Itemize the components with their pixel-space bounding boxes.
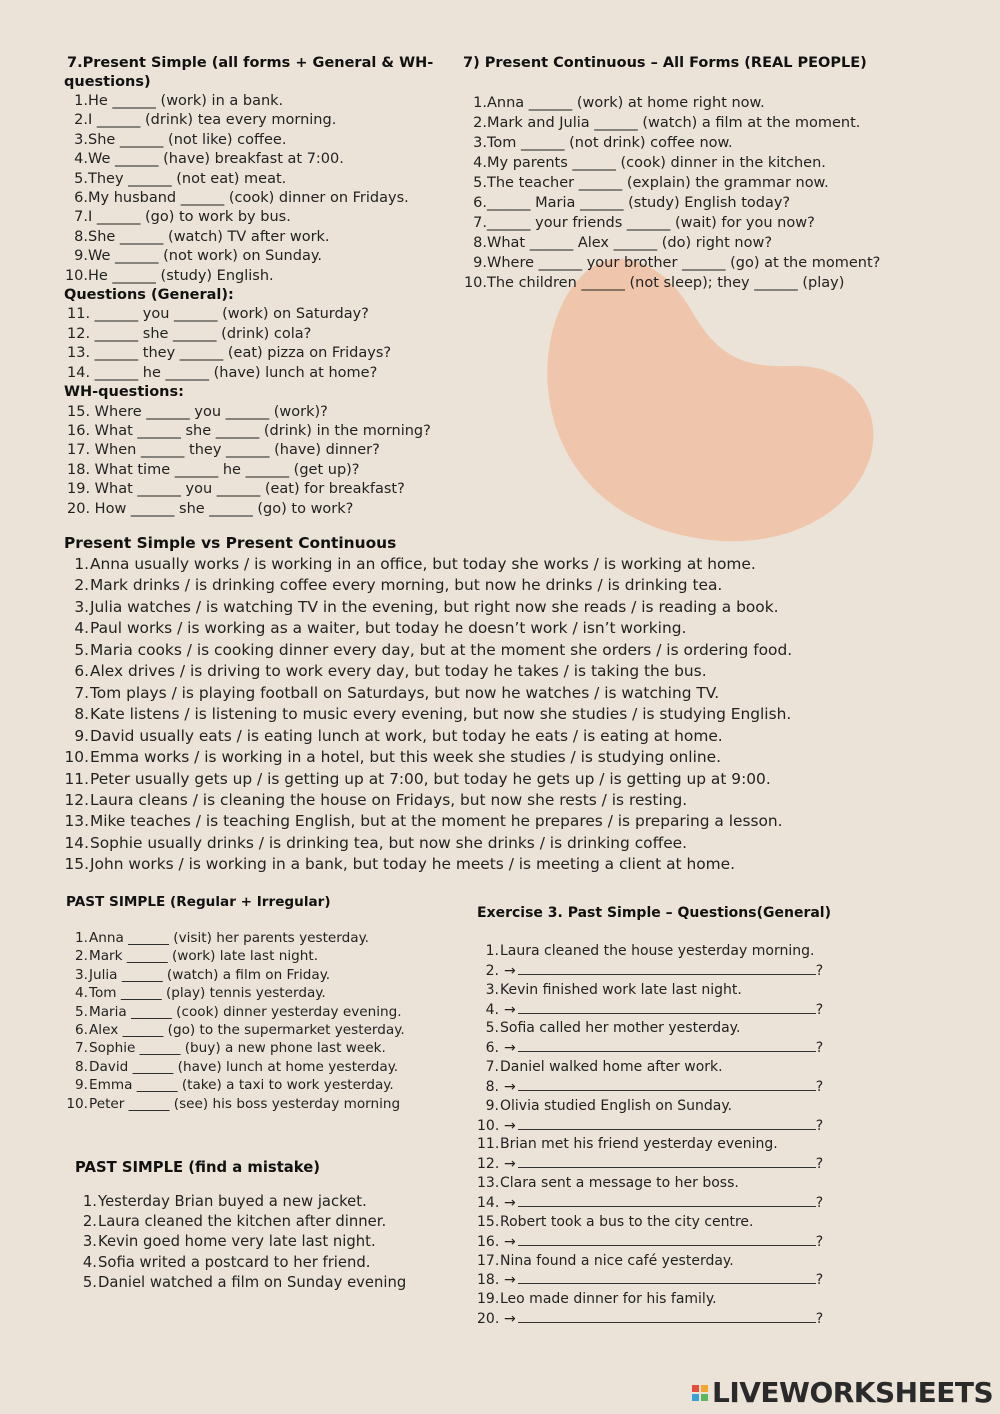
item-number: 16. bbox=[477, 1233, 500, 1250]
item-text: Sophie ______ (buy) a new phone last week. bbox=[89, 1040, 386, 1057]
logo-mark-icon bbox=[692, 1385, 708, 1401]
question-list bbox=[64, 403, 433, 519]
question-mark: ? bbox=[815, 1233, 824, 1250]
item-number: 10. bbox=[66, 1095, 88, 1112]
answer-row bbox=[477, 1116, 831, 1136]
list-item: 12. ______ she ______ (drink) cola? bbox=[67, 325, 312, 342]
sentence-row bbox=[477, 1058, 831, 1077]
item-text: Paul works / is working as a waiter, but today he doesn’t work / isn’t working. bbox=[90, 619, 687, 638]
list-item bbox=[64, 150, 433, 169]
arrow-icon: → bbox=[504, 1194, 516, 1211]
item-number: 13. bbox=[64, 812, 89, 831]
list-item bbox=[64, 833, 792, 854]
question-mark: ? bbox=[815, 1117, 824, 1134]
item-text: My husband ______ (cook) dinner on Fridays. bbox=[88, 190, 409, 207]
list-item bbox=[64, 208, 433, 227]
list-item bbox=[463, 273, 880, 293]
arrow-icon: → bbox=[504, 962, 516, 979]
list-item: 13. ______ they ______ (eat) pizza on Fridays? bbox=[67, 345, 392, 362]
list-item bbox=[64, 247, 433, 266]
section-title: 7.Present Simple (all forms + General & WH- bbox=[67, 55, 434, 71]
list-item bbox=[64, 726, 792, 747]
sentence-row bbox=[477, 1290, 831, 1309]
answer-line[interactable] bbox=[518, 1193, 816, 1207]
item-number: 1. bbox=[74, 555, 89, 573]
item-number: 3. bbox=[74, 131, 88, 148]
item-number: 3. bbox=[74, 597, 89, 616]
item-number: 5. bbox=[473, 175, 487, 191]
list-item bbox=[463, 113, 880, 133]
sentence-row bbox=[477, 1097, 831, 1116]
list-item: 17. When ______ they ______ (have) dinner? bbox=[67, 442, 380, 459]
arrow-icon: → bbox=[504, 1156, 516, 1173]
item-number: 11. bbox=[477, 1136, 500, 1153]
list-item bbox=[64, 618, 792, 639]
item-text: Olivia studied English on Sunday. bbox=[500, 1097, 733, 1114]
item-text: Maria ______ (cook) dinner yesterday evening. bbox=[89, 1003, 402, 1020]
item-text: Daniel walked home after work. bbox=[500, 1059, 723, 1076]
list-item: 19. What ______ you ______ (eat) for breakfast? bbox=[67, 481, 405, 498]
item-number: 4. bbox=[473, 155, 487, 171]
item-number: 2. bbox=[485, 962, 499, 979]
item-text: Anna ______ (work) at home right now. bbox=[487, 95, 765, 111]
list-item bbox=[463, 233, 880, 253]
item-text: Laura cleaned the kitchen after dinner. bbox=[98, 1213, 387, 1231]
subheading-wh: WH-questions: bbox=[64, 384, 184, 401]
item-number: 4. bbox=[485, 1001, 499, 1018]
item-text: Julia ______ (watch) a film on Friday. bbox=[89, 966, 331, 983]
answer-line[interactable] bbox=[518, 1038, 816, 1052]
list-item bbox=[66, 1021, 405, 1039]
item-text: Sofia called her mother yesterday. bbox=[500, 1020, 741, 1037]
list-item bbox=[64, 267, 433, 286]
item-number: 5. bbox=[82, 1273, 97, 1291]
item-text: What ______ Alex ______ (do) right now? bbox=[487, 235, 773, 251]
list-item: 11. ______ you ______ (work) on Saturday? bbox=[67, 306, 369, 323]
exercise-list bbox=[64, 92, 433, 286]
logo-square bbox=[692, 1385, 699, 1392]
list-item bbox=[66, 1003, 405, 1021]
present-simple-section bbox=[64, 54, 433, 519]
section-title: Exercise 3. Past Simple – Questions(General) bbox=[477, 905, 831, 921]
answer-line[interactable] bbox=[518, 1270, 816, 1284]
list-item bbox=[75, 1192, 406, 1212]
item-number: 3. bbox=[485, 981, 499, 998]
logo-text: LIVEWORKSHEETS bbox=[712, 1376, 994, 1409]
question-mark: ? bbox=[815, 1040, 824, 1057]
item-text: David usually eats / is eating lunch at work, but today he eats / is eating at home. bbox=[90, 726, 723, 745]
sentence-row bbox=[477, 1252, 831, 1271]
logo-square bbox=[701, 1385, 708, 1392]
section-title: PAST SIMPLE (find a mistake) bbox=[75, 1159, 321, 1176]
item-number: 6. bbox=[74, 190, 88, 207]
item-text: Mark and Julia ______ (watch) a film at the moment. bbox=[487, 115, 861, 131]
item-text: ______ Maria ______ (study) English today? bbox=[487, 195, 791, 211]
list-item bbox=[66, 1095, 405, 1113]
item-number: 10. bbox=[477, 1117, 500, 1134]
item-number: 7. bbox=[485, 1059, 499, 1076]
list-item bbox=[463, 93, 880, 113]
exercise-list bbox=[64, 554, 792, 876]
list-item bbox=[66, 929, 405, 947]
item-number: 7. bbox=[74, 209, 88, 226]
item-number: 2. bbox=[473, 115, 487, 131]
item-number: 1. bbox=[74, 93, 88, 109]
arrow-icon: → bbox=[504, 1040, 516, 1057]
arrow-icon: → bbox=[504, 1001, 516, 1018]
list-item bbox=[463, 173, 880, 193]
question-mark: ? bbox=[815, 1156, 824, 1173]
list-item: 16. What ______ she ______ (drink) in the morning? bbox=[67, 422, 431, 439]
item-text: Mark drinks / is drinking coffee every morning, but now he drinks / is drinking tea. bbox=[90, 576, 723, 595]
list-item bbox=[64, 575, 792, 596]
item-number: 1. bbox=[473, 95, 487, 111]
answer-row bbox=[477, 1077, 831, 1097]
item-text: ______ your friends ______ (wait) for you now? bbox=[487, 215, 815, 231]
answer-row bbox=[477, 961, 831, 981]
item-number: 5. bbox=[485, 1020, 499, 1037]
item-text: Nina found a nice café yesterday. bbox=[500, 1252, 734, 1269]
section-title: PAST SIMPLE (Regular + Irregular) bbox=[66, 894, 331, 910]
question-mark: ? bbox=[815, 1272, 824, 1289]
item-number: 2. bbox=[82, 1213, 97, 1231]
item-text: Mark ______ (work) late last night. bbox=[89, 948, 319, 965]
item-text: Kevin goed home very late last night. bbox=[98, 1233, 376, 1251]
list-item bbox=[66, 1039, 405, 1057]
question-mark: ? bbox=[815, 962, 824, 979]
answer-line[interactable] bbox=[518, 1000, 816, 1014]
item-text: Sofia writed a postcard to her friend. bbox=[98, 1253, 371, 1271]
item-number: 3. bbox=[82, 1233, 97, 1251]
section-title: 7) Present Continuous – All Forms (REAL PEOPLE) bbox=[463, 55, 867, 71]
item-number: 6. bbox=[485, 1040, 499, 1057]
item-number: 10. bbox=[463, 275, 487, 291]
list-item bbox=[75, 1212, 406, 1232]
item-text: Kate listens / is listening to music every evening, but now she studies / is studying English. bbox=[90, 705, 792, 724]
item-text: Where ______ your brother ______ (go) at the moment? bbox=[487, 255, 881, 271]
answer-row bbox=[477, 1309, 831, 1329]
question-mark: ? bbox=[815, 1194, 824, 1211]
item-text: Tom ______ (play) tennis yesterday. bbox=[89, 985, 326, 1002]
item-number: 8. bbox=[74, 705, 89, 724]
logo-square bbox=[701, 1394, 708, 1401]
list-item bbox=[66, 1076, 405, 1094]
question-mark: ? bbox=[815, 1311, 824, 1328]
list-item bbox=[64, 92, 433, 111]
item-number: 9. bbox=[74, 248, 88, 265]
list-item bbox=[64, 769, 792, 790]
item-text: Anna usually works / is working in an office, but today she works / is working at home. bbox=[90, 555, 756, 573]
item-number: 3. bbox=[75, 966, 88, 983]
list-item bbox=[64, 554, 792, 575]
item-text: I ______ (go) to work by bus. bbox=[88, 209, 291, 226]
answer-row bbox=[477, 1270, 831, 1290]
sentence-row bbox=[477, 1174, 831, 1193]
list-item bbox=[64, 704, 792, 725]
arrow-icon: → bbox=[504, 1311, 516, 1328]
item-text: Peter ______ (see) his boss yesterday morning bbox=[89, 1095, 401, 1112]
answer-row bbox=[477, 1154, 831, 1174]
list-item: 20. How ______ she ______ (go) to work? bbox=[67, 500, 354, 517]
item-number: 12. bbox=[477, 1156, 500, 1173]
list-item bbox=[463, 133, 880, 153]
item-number: 8. bbox=[75, 1058, 88, 1075]
list-item bbox=[64, 811, 792, 832]
item-text: Yesterday Brian buyed a new jacket. bbox=[98, 1193, 367, 1210]
item-number: 6. bbox=[473, 195, 487, 211]
present-continuous-section bbox=[463, 54, 880, 293]
arrow-icon: → bbox=[504, 1117, 516, 1134]
list-item bbox=[64, 228, 433, 247]
item-text: Emma works / is working in a hotel, but this week she studies / is studying online. bbox=[90, 748, 721, 767]
answer-line[interactable] bbox=[518, 1154, 816, 1168]
sentence-row bbox=[477, 942, 831, 961]
arrow-icon: → bbox=[504, 1272, 516, 1289]
arrow-icon: → bbox=[504, 1233, 516, 1250]
item-number: 13. bbox=[477, 1175, 500, 1192]
list-item bbox=[64, 854, 792, 875]
item-number: 3. bbox=[473, 135, 487, 151]
item-number: 5. bbox=[75, 1003, 88, 1020]
exercise-list bbox=[463, 93, 880, 293]
list-item bbox=[64, 747, 792, 768]
item-text: Laura cleans / is cleaning the house on Fridays, but now she rests / is resting. bbox=[90, 790, 688, 809]
list-item bbox=[66, 984, 405, 1002]
list-item bbox=[64, 189, 433, 208]
list-item bbox=[463, 213, 880, 233]
item-text: She ______ (watch) TV after work. bbox=[88, 228, 330, 245]
item-number: 2. bbox=[74, 576, 89, 595]
item-text: Leo made dinner for his family. bbox=[500, 1291, 717, 1308]
item-text: We ______ (have) breakfast at 7:00. bbox=[88, 151, 344, 168]
item-text: John works / is working in a bank, but today he meets / is meeting a client at home. bbox=[90, 855, 735, 874]
item-text: David ______ (have) lunch at home yesterday. bbox=[89, 1058, 399, 1075]
item-text: Laura cleaned the house yesterday morning. bbox=[500, 943, 815, 959]
item-number: 11. bbox=[64, 769, 89, 788]
list-item bbox=[463, 153, 880, 173]
list-item bbox=[64, 170, 433, 189]
item-number: 14. bbox=[64, 833, 89, 852]
list-item bbox=[64, 640, 792, 661]
list-item bbox=[75, 1253, 406, 1273]
item-number: 19. bbox=[477, 1291, 500, 1308]
item-number: 12. bbox=[64, 790, 89, 809]
list-item bbox=[64, 790, 792, 811]
item-number: 17. bbox=[477, 1252, 500, 1269]
question-list bbox=[64, 305, 433, 383]
list-item bbox=[66, 947, 405, 965]
item-text: Julia watches / is watching TV in the evening, but right now she reads / is reading a book. bbox=[90, 597, 779, 616]
item-number: 15. bbox=[64, 855, 89, 874]
answer-line[interactable] bbox=[518, 1116, 816, 1130]
item-number: 10. bbox=[64, 748, 89, 767]
item-text: I ______ (drink) tea every morning. bbox=[88, 112, 337, 129]
item-number: 5. bbox=[74, 170, 88, 187]
find-mistake-section bbox=[75, 1158, 406, 1293]
item-text: We ______ (not work) on Sunday. bbox=[88, 248, 322, 265]
item-number: 2. bbox=[75, 948, 88, 965]
list-item bbox=[75, 1273, 406, 1293]
logo-square bbox=[692, 1394, 699, 1401]
answer-row bbox=[477, 1232, 831, 1252]
answer-line[interactable] bbox=[518, 961, 816, 975]
item-number: 20. bbox=[477, 1311, 500, 1328]
item-number: 7. bbox=[75, 1040, 88, 1057]
past-simple-questions-section bbox=[477, 904, 831, 1329]
item-number: 1. bbox=[75, 930, 88, 946]
section-title-cont: questions) bbox=[64, 74, 151, 90]
item-text: He ______ (study) English. bbox=[88, 267, 274, 284]
item-text: Anna ______ (visit) her parents yesterday. bbox=[89, 930, 369, 946]
past-simple-section bbox=[66, 893, 405, 1113]
item-number: 9. bbox=[473, 255, 487, 271]
item-number: 15. bbox=[477, 1213, 500, 1230]
item-text: Alex ______ (go) to the supermarket yesterday. bbox=[89, 1022, 405, 1039]
item-number: 2. bbox=[74, 112, 88, 129]
sentence-row bbox=[477, 1019, 831, 1038]
sentence-row bbox=[477, 1213, 831, 1232]
item-number: 18. bbox=[477, 1272, 500, 1289]
list-item bbox=[463, 253, 880, 273]
list-item bbox=[64, 597, 792, 618]
item-number: 9. bbox=[74, 726, 89, 745]
answer-line[interactable] bbox=[518, 1309, 816, 1323]
item-text: Tom ______ (not drink) coffee now. bbox=[487, 135, 733, 151]
list-item bbox=[64, 111, 433, 130]
question-mark: ? bbox=[815, 1001, 824, 1018]
list-item bbox=[75, 1232, 406, 1252]
item-number: 4. bbox=[74, 151, 88, 168]
item-number: 6. bbox=[74, 662, 89, 681]
list-item bbox=[66, 1058, 405, 1076]
decorative-blob bbox=[540, 248, 880, 548]
item-number: 14. bbox=[477, 1194, 500, 1211]
subheading-general: Questions (General): bbox=[64, 287, 234, 304]
item-text: She ______ (not like) coffee. bbox=[88, 131, 287, 148]
section-title: Present Simple vs Present Continuous bbox=[64, 534, 397, 552]
item-text: Brian met his friend yesterday evening. bbox=[500, 1136, 778, 1153]
list-item: 14. ______ he ______ (have) lunch at home? bbox=[67, 364, 378, 381]
answer-row bbox=[477, 1193, 831, 1213]
item-text: My parents ______ (cook) dinner in the kitchen. bbox=[487, 155, 826, 171]
item-text: Emma ______ (take) a taxi to work yesterday. bbox=[89, 1077, 394, 1094]
item-text: Mike teaches / is teaching English, but at the moment he prepares / is preparing a lesson. bbox=[90, 812, 783, 831]
item-text: Alex drives / is driving to work every day, but today he takes / is taking the bus. bbox=[90, 662, 707, 681]
item-number: 1. bbox=[82, 1193, 97, 1210]
item-number: 6. bbox=[75, 1022, 88, 1039]
item-text: Robert took a bus to the city centre. bbox=[500, 1213, 754, 1230]
item-number: 4. bbox=[82, 1253, 97, 1271]
simple-vs-continuous-section bbox=[64, 533, 792, 876]
list-item bbox=[463, 193, 880, 213]
list-item bbox=[66, 966, 405, 984]
item-text: Tom plays / is playing football on Saturdays, but now he watches / is watching TV. bbox=[90, 683, 720, 702]
exercise-list bbox=[66, 929, 405, 1113]
item-number: 5. bbox=[74, 640, 89, 659]
item-number: 8. bbox=[473, 235, 487, 251]
item-text: He ______ (work) in a bank. bbox=[88, 93, 284, 109]
list-item: 15. Where ______ you ______ (work)? bbox=[67, 403, 328, 420]
answer-row bbox=[477, 1038, 831, 1058]
item-text: Peter usually gets up / is getting up at 7:00, but today he gets up / is getting up at 9:00. bbox=[90, 769, 771, 788]
answer-row bbox=[477, 1000, 831, 1020]
item-number: 7. bbox=[74, 683, 89, 702]
item-number: 9. bbox=[75, 1077, 88, 1094]
item-number: 7. bbox=[473, 215, 487, 231]
item-text: The teacher ______ (explain) the grammar now. bbox=[487, 175, 829, 191]
answer-line[interactable] bbox=[518, 1232, 816, 1246]
sentence-row bbox=[477, 981, 831, 1000]
item-text: Kevin finished work late last night. bbox=[500, 981, 742, 998]
question-mark: ? bbox=[815, 1078, 824, 1095]
list-item bbox=[64, 661, 792, 682]
arrow-icon: → bbox=[504, 1078, 516, 1095]
item-number: 9. bbox=[485, 1097, 499, 1114]
item-number: 10. bbox=[64, 267, 88, 284]
item-number: 4. bbox=[74, 619, 89, 638]
item-number: 8. bbox=[485, 1078, 499, 1095]
item-number: 1. bbox=[485, 943, 499, 959]
item-number: 8. bbox=[74, 228, 88, 245]
item-text: Sophie usually drinks / is drinking tea, but now she drinks / is drinking coffee. bbox=[90, 833, 688, 852]
list-item bbox=[64, 131, 433, 150]
list-item: 18. What time ______ he ______ (get up)? bbox=[67, 461, 360, 478]
item-number: 4. bbox=[75, 985, 88, 1002]
item-text: Daniel watched a film on Sunday evening bbox=[98, 1273, 407, 1291]
item-text: Maria cooks / is cooking dinner every day, but at the moment she orders / is ordering food. bbox=[90, 640, 793, 659]
exercise-list bbox=[477, 942, 831, 1329]
sentence-row bbox=[477, 1135, 831, 1154]
list-item bbox=[64, 683, 792, 704]
item-text: The children ______ (not sleep); they ______ (play) bbox=[487, 275, 845, 291]
exercise-list bbox=[75, 1192, 406, 1293]
liveworksheets-logo bbox=[692, 1376, 993, 1409]
answer-line[interactable] bbox=[518, 1077, 816, 1091]
item-text: Clara sent a message to her boss. bbox=[500, 1175, 739, 1192]
item-text: They ______ (not eat) meat. bbox=[88, 170, 287, 187]
